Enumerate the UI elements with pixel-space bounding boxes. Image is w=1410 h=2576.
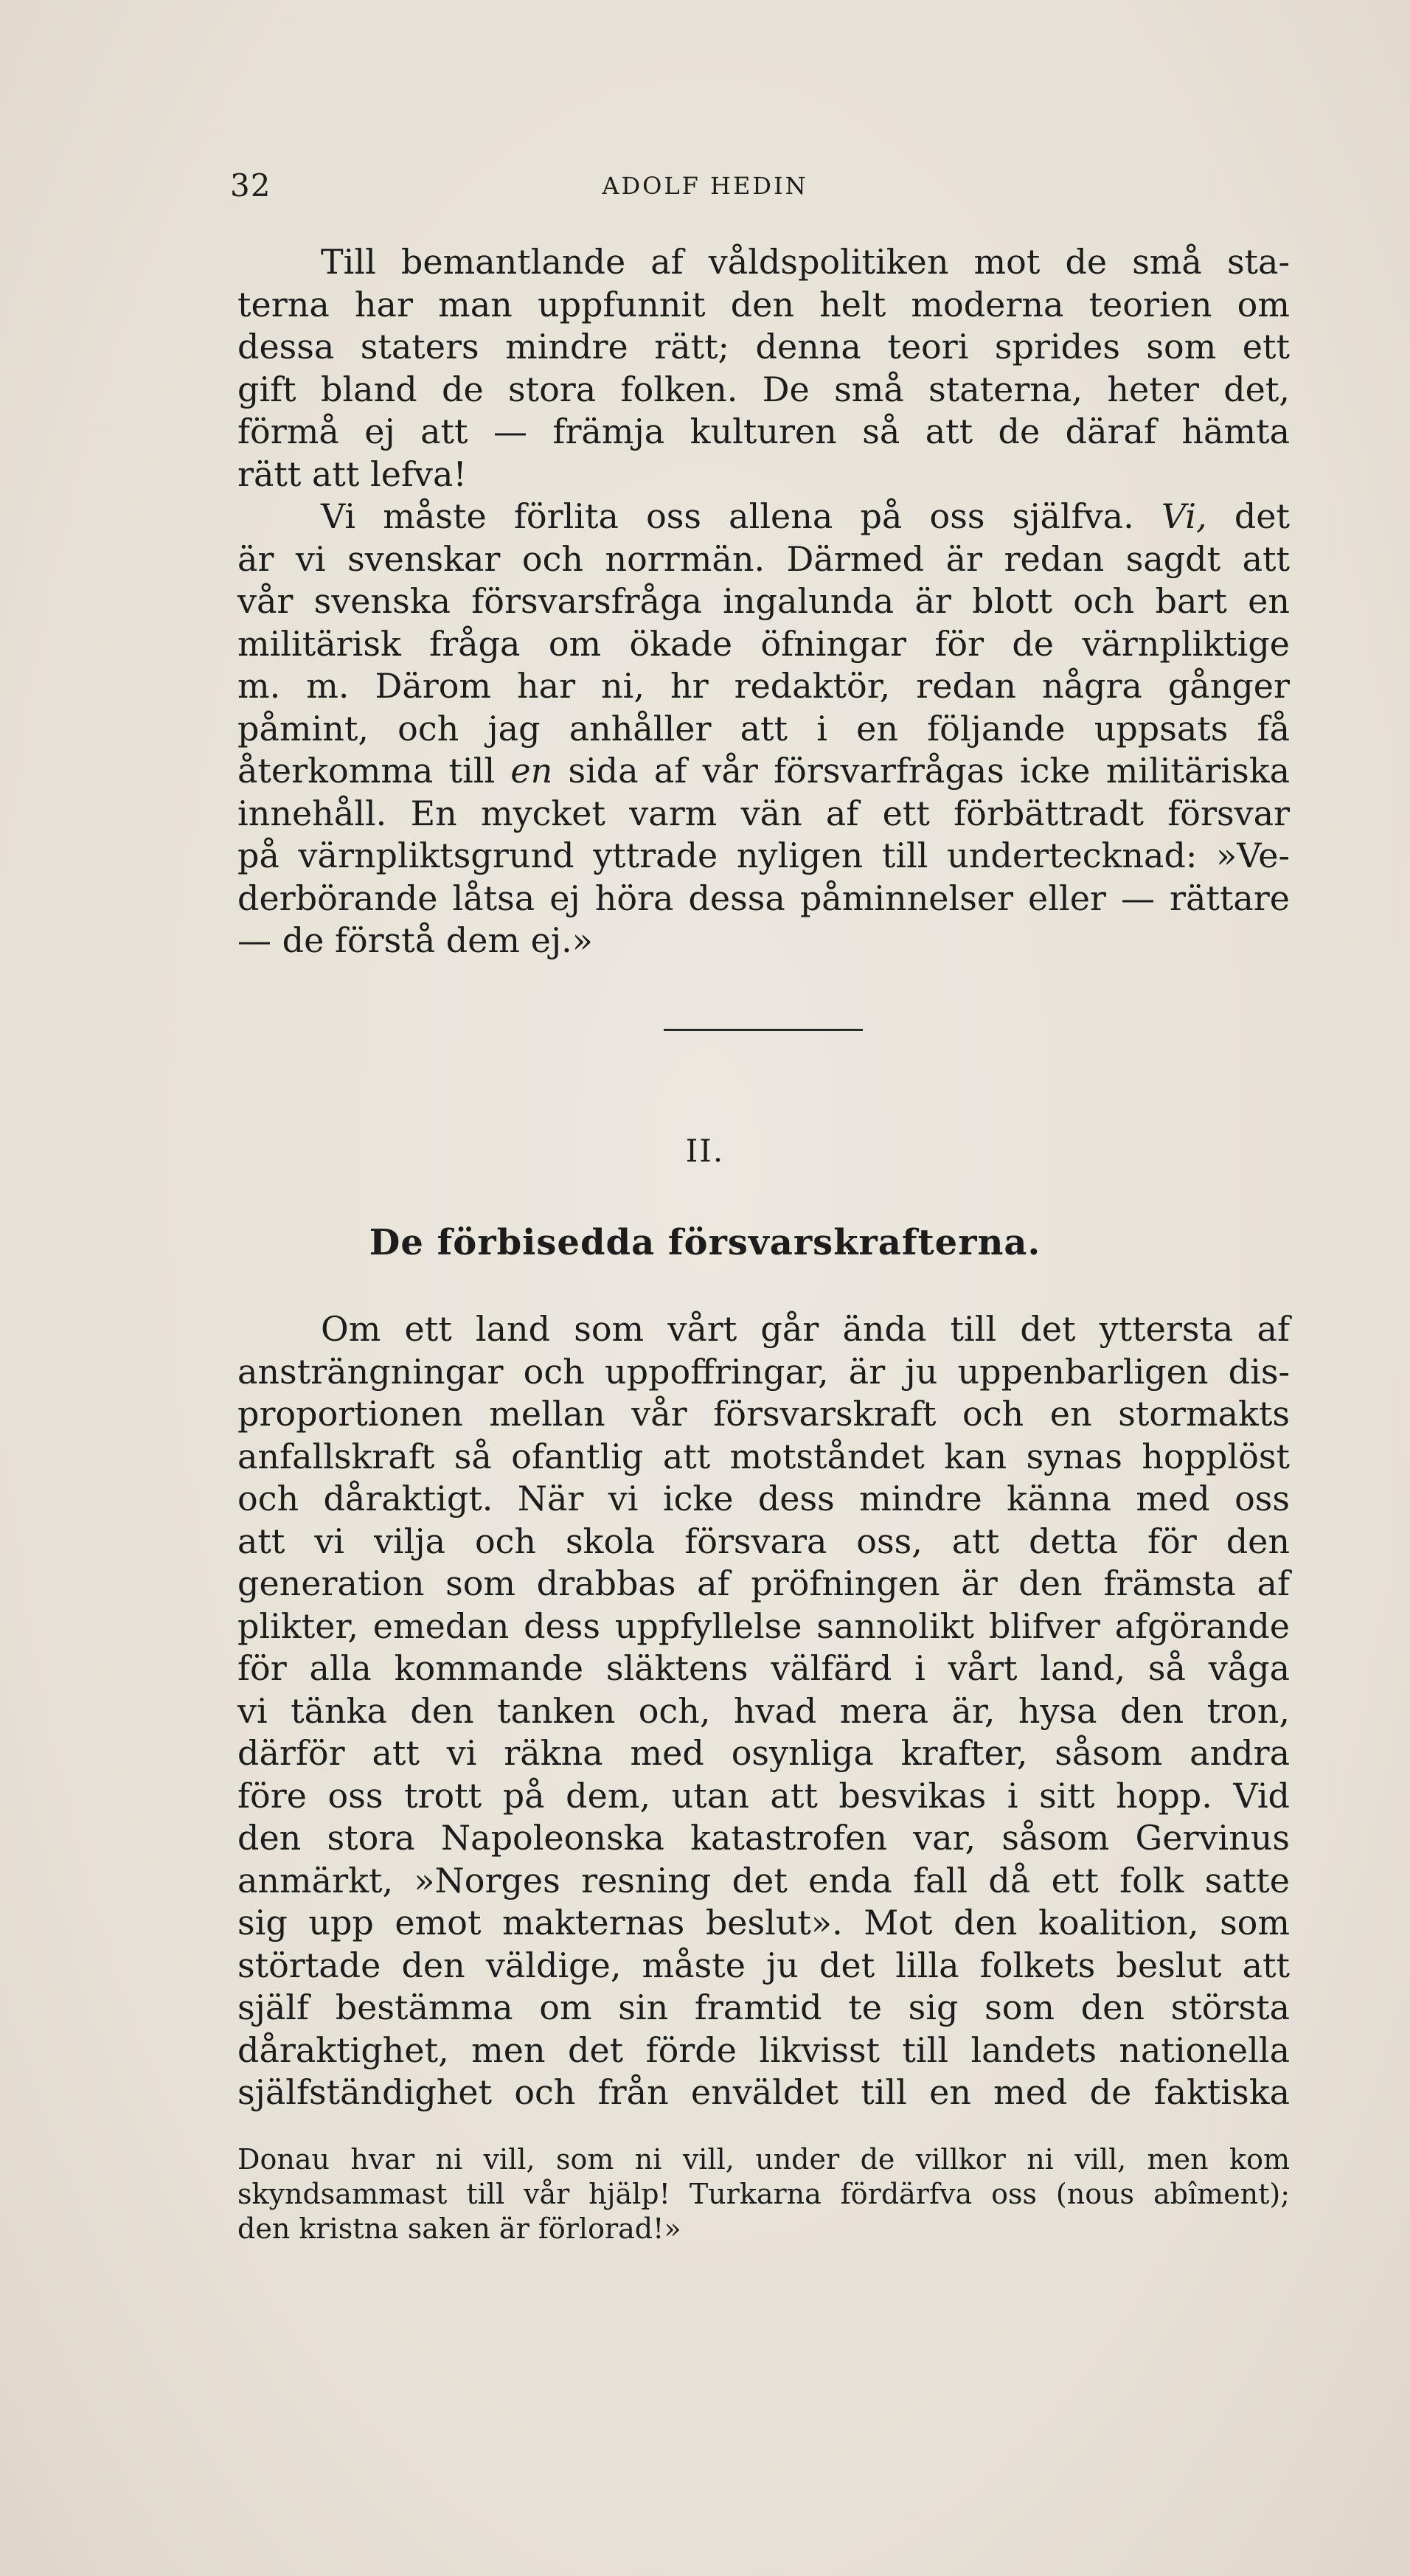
text-line: sig upp emot makternas beslut». Mot den koalition, som <box>237 1903 1290 1943</box>
running-head: ADOLF HEDIN <box>602 172 808 200</box>
text-line: dessa staters mindre rätt; denna teori sprides som ett <box>237 327 1290 367</box>
text-line: Till bemantlande af våldspolitiken mot de små sta- <box>321 242 1290 282</box>
text-line: själfständighet och från enväldet till en med de faktiska <box>237 2072 1290 2112</box>
text-line: plikter, emedan dess uppfyllelse sannolikt blifver afgörande <box>237 1605 1290 1646</box>
text-line <box>237 496 1290 538</box>
text-line: anmärkt, »Norges resning det enda fall då ett folk satte <box>237 1860 1290 1900</box>
text-line: derbörande låtsa ej höra dessa påminnelser eller — rättare <box>237 878 1290 918</box>
text-line: proportionen mellan vår försvarskraft och en stormakts <box>237 1394 1290 1434</box>
text-line: vi tänka den tanken och, hvad mera är, hysa den tron, <box>237 1690 1290 1731</box>
text-line: ansträngningar och uppoffringar, är ju uppenbarligen dis- <box>237 1351 1290 1392</box>
text-line: förmå ej att — främja kulturen så att de däraf hämta <box>237 412 1290 451</box>
footnote-line: Donau hvar ni vill, som ni vill, under de villkor ni vill, men kom <box>237 2143 1290 2176</box>
text-line: gift bland de stora folken. De små staterna, heter det, <box>237 369 1290 409</box>
text-line: själf bestämma om sin framtid te sig som den största <box>237 1987 1290 2027</box>
text-line: — de förstå dem ej.» <box>237 920 593 960</box>
text-line: m. m. Därom har ni, hr redaktör, redan några gånger <box>237 666 1290 706</box>
paragraph-2 <box>237 1308 1290 2114</box>
text-line: påmint, och jag anhåller att i en följande uppsats få <box>237 708 1290 749</box>
text-line: anfallskraft så ofantlig att motståndet kan synas hopplöst <box>237 1436 1290 1476</box>
text-line: innehåll. En mycket varm vän af ett förbättradt försvar <box>237 793 1290 833</box>
section-title: De förbisedda försvarskrafterna. <box>369 1222 1041 1263</box>
text-segment: sida af vår försvarfrågas icke militäriska <box>552 751 1291 791</box>
text-line <box>237 750 1290 793</box>
text-line: är vi svenskar och norrmän. Därmed är redan sagdt att <box>237 538 1290 579</box>
text-line: därför att vi räkna med osynliga krafter, såsom andra <box>237 1733 1290 1773</box>
text-segment: Vi måste förlita oss allena på oss själfva. <box>321 496 1134 536</box>
footnote-line: skyndsammast till vår hjälp! Turkarna fördärfva oss (nous abîment); <box>237 2178 1290 2210</box>
text-line: och dåraktigt. När vi icke dess mindre känna med oss <box>237 1479 1290 1518</box>
text-line: militärisk fråga om ökade öfningar för de värnpliktige <box>237 623 1290 664</box>
text-line: den stora Napoleonska katastrofen var, såsom Gervinus <box>237 1818 1290 1858</box>
text-line: störtade den väldige, måste ju det lilla folkets beslut att <box>237 1945 1290 1985</box>
text-line: Om ett land som vårt går ända till det yttersta af <box>321 1309 1290 1349</box>
emphasis-text: en <box>510 751 553 791</box>
text-line: för alla kommande släktens välfärd i vårt land, så våga <box>237 1648 1290 1688</box>
text-line: rätt att lefva! <box>237 454 467 494</box>
page-number: 32 <box>230 167 271 204</box>
text-segment: återkomma till <box>237 751 496 791</box>
text-segment: det <box>1206 496 1290 536</box>
section-divider <box>664 1029 863 1031</box>
text-line: vår svenska försvarsfråga ingalunda är blott och bart en <box>237 581 1290 621</box>
text-line: generation som drabbas af pröfningen är den främsta af <box>237 1563 1290 1603</box>
text-line: dåraktighet, men det förde likvisst till landets nationella <box>237 2030 1290 2070</box>
footnote-line: den kristna saken är förlorad!» <box>237 2212 681 2245</box>
text-line: terna har man uppfunnit den helt moderna teorien om <box>237 284 1290 324</box>
section-number: II. <box>685 1133 725 1169</box>
paragraph-1 <box>237 241 1290 962</box>
text-line: att vi vilja och skola försvara oss, att detta för den <box>237 1521 1290 1561</box>
footnote <box>237 2142 1290 2246</box>
emphasis-text: Vi, <box>1161 496 1207 536</box>
text-line: före oss trott på dem, utan att besvikas i sitt hopp. Vid <box>237 1775 1290 1816</box>
text-line: på värnpliktsgrund yttrade nyligen till undertecknad: »Ve- <box>237 836 1290 875</box>
